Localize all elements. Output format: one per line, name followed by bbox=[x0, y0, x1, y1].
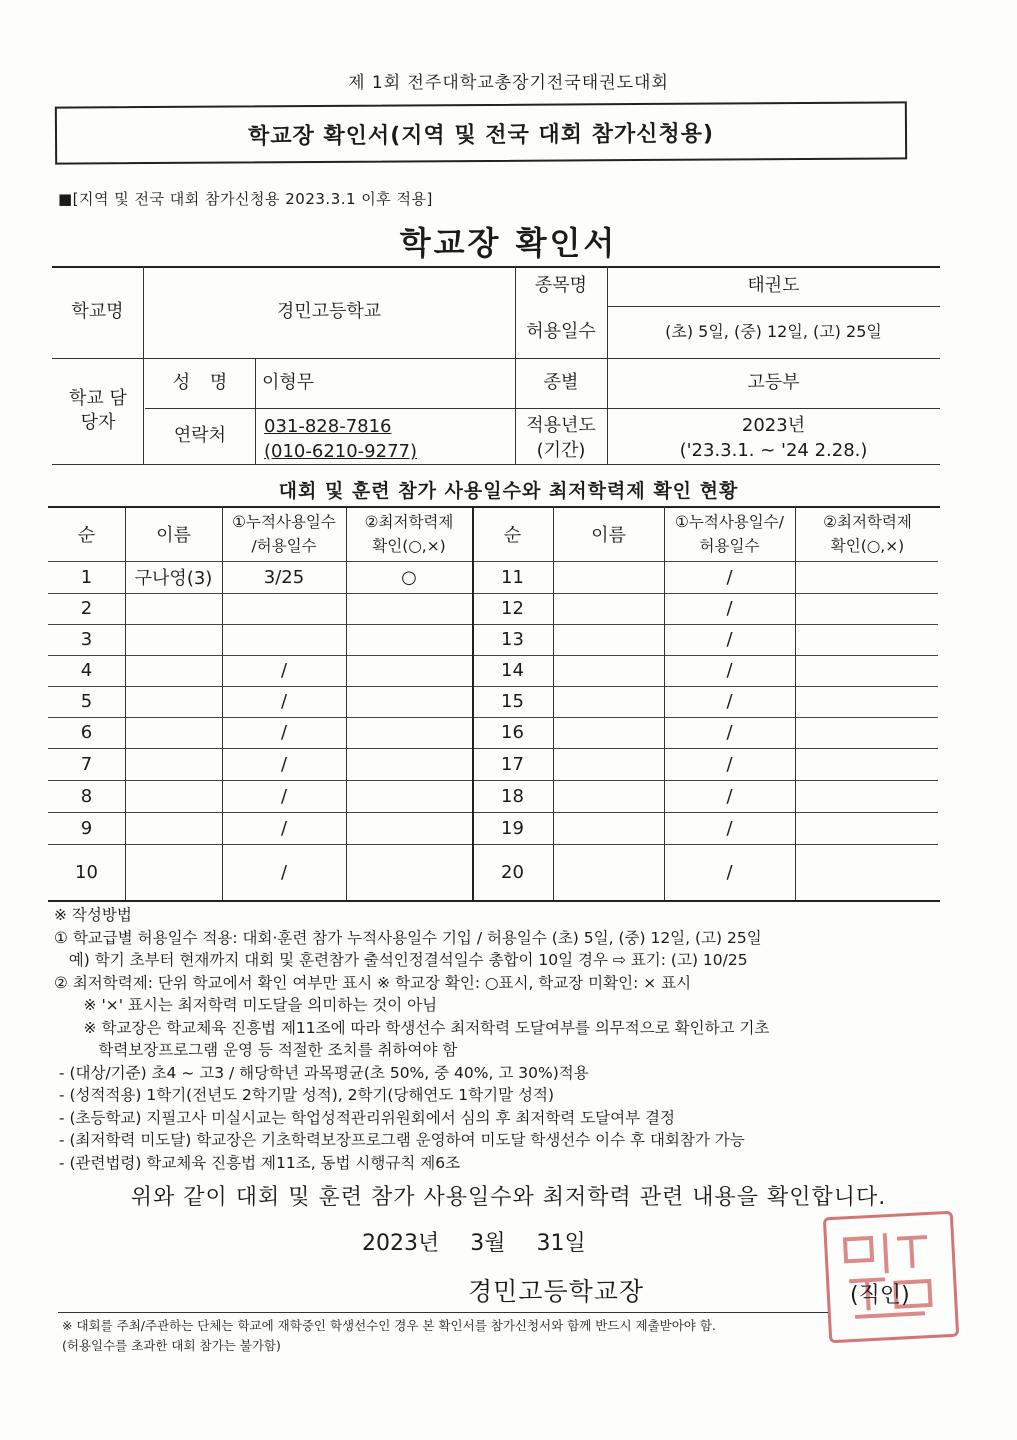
instruction-line: - (관련법령) 학교체육 진흥법 제11조, 동법 시행규칙 제6조 bbox=[54, 1153, 461, 1172]
header-days-left-2: /허용일수 bbox=[251, 537, 317, 555]
row-number: 7 bbox=[80, 753, 93, 775]
usage-days: / bbox=[726, 785, 733, 807]
usage-days bbox=[222, 624, 346, 655]
header-days-left bbox=[222, 510, 346, 558]
event-title: 제 1회 전주대학교총장기전국태권도대회 bbox=[348, 73, 669, 93]
student-name bbox=[125, 812, 222, 844]
min-academic-check: ○ bbox=[401, 566, 417, 588]
row-number: 17 bbox=[501, 753, 524, 775]
school-name-label: 학교명 bbox=[71, 300, 124, 322]
contact-label: 연락처 bbox=[173, 424, 227, 446]
student-name bbox=[125, 624, 222, 655]
row-number: 5 bbox=[80, 691, 93, 712]
student-name bbox=[125, 655, 222, 686]
row-number: 13 bbox=[501, 629, 524, 650]
row-number: 15 bbox=[501, 691, 524, 712]
row-number: 1 bbox=[80, 566, 93, 588]
student-name bbox=[125, 844, 222, 900]
header-days-right bbox=[664, 510, 795, 558]
manager-label: 학교 담당자 bbox=[69, 387, 127, 433]
usage-days: / bbox=[726, 817, 733, 839]
sport-value: 태권도 bbox=[747, 274, 800, 296]
division-label: 종별 bbox=[543, 371, 579, 393]
row-number: 8 bbox=[80, 785, 93, 807]
row-number: 3 bbox=[80, 629, 93, 650]
year-value-main: 2023년 bbox=[741, 415, 806, 436]
contact-numbers bbox=[264, 414, 417, 464]
instruction-line: - (성적적용) 1학기(전년도 2학기말 성적), 2학기(당해연도 1학기말 성적) bbox=[54, 1086, 554, 1104]
year-value bbox=[607, 413, 940, 463]
principal-signature: 경민고등학교장 bbox=[468, 1277, 645, 1306]
header-no-left: 순 bbox=[77, 524, 96, 546]
min-academic-check bbox=[346, 812, 472, 844]
header-no-right: 순 bbox=[503, 524, 522, 546]
row-number: 16 bbox=[501, 722, 524, 743]
row-number: 4 bbox=[80, 660, 93, 681]
usage-days: / bbox=[726, 598, 733, 619]
row-number: 18 bbox=[501, 785, 524, 807]
instruction-line: ※ '×' 표시는 최저학력 미도달을 의미하는 것이 아님 bbox=[54, 996, 438, 1014]
footer-note bbox=[62, 1316, 716, 1356]
usage-days: / bbox=[726, 861, 733, 883]
year-label bbox=[515, 413, 607, 463]
instruction-line: ※ 학교장은 학교체육 진흥법 제11조에 따라 학생선수 최저학력 도달여부를 의무적으로 확인하고 기초 bbox=[54, 1018, 770, 1037]
usage-days: / bbox=[726, 566, 733, 588]
instruction-line: - (초등학교) 지필고사 미실시교는 학업성적관리위원회에서 심의 후 최저학력 도달여부 결정 bbox=[54, 1108, 675, 1127]
instruction-line: 학력보장프로그램 운영 등 적절한 조치를 취하여야 함 bbox=[54, 1041, 458, 1059]
min-academic-check bbox=[346, 717, 472, 748]
usage-days: / bbox=[726, 753, 733, 775]
usage-days bbox=[222, 593, 346, 624]
min-academic-check bbox=[346, 624, 472, 655]
usage-days: / bbox=[726, 722, 733, 743]
row-number: 10 bbox=[75, 861, 98, 883]
year-period: ('23.3.1. ~ '24 2.28.) bbox=[679, 440, 868, 461]
min-academic-check bbox=[346, 655, 472, 686]
usage-days: / bbox=[280, 817, 288, 839]
division-value: 고등부 bbox=[747, 371, 800, 393]
instruction-line: ① 학교급별 허용일수 적용: 대회·훈련 참가 누적사용일수 기입 / 허용일수 (초) 5일, (중) 12일, (고) 25일 bbox=[54, 928, 762, 947]
student-name bbox=[125, 593, 222, 624]
seal-label: (직인) bbox=[850, 1283, 910, 1308]
year-label-1: 적용년도 bbox=[526, 415, 596, 436]
official-seal-icon bbox=[823, 1211, 959, 1344]
instruction-line: - (대상/기준) 초4 ~ 고3 / 해당학년 과목평균(초 50%, 중 40%, 고 30%)적용 bbox=[54, 1063, 589, 1082]
min-academic-check bbox=[346, 780, 472, 812]
usage-days: / bbox=[280, 753, 288, 775]
person-name-label: 성 명 bbox=[172, 371, 228, 393]
contact-phone-mobile: (010-6210-9277) bbox=[264, 441, 418, 462]
usage-days: / bbox=[726, 629, 733, 650]
person-name-value: 이형무 bbox=[262, 371, 315, 393]
header-name-left: 이름 bbox=[156, 524, 191, 546]
header-min-right bbox=[795, 510, 940, 558]
date-year: 2023년 bbox=[362, 1231, 440, 1256]
allowed-days-label: 허용일수 bbox=[526, 320, 596, 342]
row-number: 14 bbox=[501, 660, 524, 681]
contact-phone-office: 031-828-7816 bbox=[264, 416, 392, 437]
student-name bbox=[125, 717, 222, 748]
row-number: 6 bbox=[80, 722, 93, 743]
min-academic-check bbox=[346, 844, 472, 900]
year-label-2: (기간) bbox=[536, 440, 586, 461]
usage-days: / bbox=[280, 785, 288, 807]
header-days-left-1: ①누적사용일수 bbox=[232, 513, 336, 531]
header-min-left bbox=[346, 510, 472, 558]
min-academic-check bbox=[346, 593, 472, 624]
date-day: 31일 bbox=[536, 1231, 586, 1256]
student-name bbox=[125, 686, 222, 717]
header-min-right-2: 확인(○,×) bbox=[830, 537, 905, 555]
header-days-right-2: 허용일수 bbox=[699, 537, 760, 555]
table-title: 대회 및 훈련 참가 사용일수와 최저학력제 확인 현황 bbox=[278, 480, 739, 502]
header-min-left-1: ②최저학력제 bbox=[364, 513, 454, 531]
header-min-left-2: 확인(○,×) bbox=[372, 537, 446, 555]
sport-label: 종목명 bbox=[534, 274, 588, 296]
row-number: 2 bbox=[80, 598, 93, 619]
header-days-right-1: ①누적사용일수/ bbox=[675, 513, 784, 531]
usage-days: / bbox=[280, 660, 288, 681]
confirmation-text: 위와 같이 대회 및 훈련 참가 사용일수와 최저학력 관련 내용을 확인합니다. bbox=[130, 1185, 887, 1210]
writing-instructions bbox=[54, 904, 944, 1174]
student-name: 구나영(3) bbox=[134, 568, 213, 589]
row-number: 12 bbox=[501, 598, 524, 619]
usage-days: 3/25 bbox=[263, 566, 305, 588]
date-month: 3월 bbox=[470, 1231, 506, 1256]
instruction-line: ② 최저학력제: 단위 학교에서 확인 여부만 표시 ※ 학교장 확인: ○표시, 학교장 미확인: × 표시 bbox=[54, 973, 692, 992]
header-min-right-1: ②최저학력제 bbox=[823, 513, 912, 531]
min-academic-check bbox=[346, 686, 472, 717]
row-number: 9 bbox=[80, 817, 93, 839]
row-number: 19 bbox=[501, 817, 524, 839]
notice-line: ■[지역 및 전국 대회 참가신청용 2023.3.1 이후 적용] bbox=[58, 190, 433, 208]
usage-days: / bbox=[726, 660, 733, 681]
instruction-line: ※ 작성방법 bbox=[54, 906, 132, 924]
header-box bbox=[55, 101, 907, 164]
instruction-line: - (최저학력 미도달) 학교장은 기초학력보장프로그램 운영하여 미도달 학생선수 이수 후 대회참가 가능 bbox=[54, 1131, 745, 1149]
student-name bbox=[125, 780, 222, 812]
signature-date bbox=[362, 1226, 586, 1257]
header-name-right: 이름 bbox=[591, 524, 626, 546]
usage-days: / bbox=[726, 691, 733, 712]
usage-days: / bbox=[280, 861, 288, 883]
footer-note-2: (허용일수를 초과한 대회 참가는 불가함) bbox=[62, 1338, 281, 1353]
student-name bbox=[125, 748, 222, 780]
header-box-title: 학교장 확인서(지역 및 전국 대회 참가신청용) bbox=[247, 121, 715, 149]
row-number: 11 bbox=[501, 566, 524, 588]
school-name-value: 경민고등학교 bbox=[276, 300, 382, 322]
instruction-line: 예) 학기 초부터 현재까지 대회 및 훈련참가 출석인정결석일수 총합이 10일 경우 ⇨ 표기: (고) 10/25 bbox=[54, 951, 748, 969]
min-academic-check bbox=[346, 748, 472, 780]
allowed-days-value: (초) 5일, (중) 12일, (고) 25일 bbox=[665, 322, 882, 342]
usage-days: / bbox=[280, 722, 288, 743]
footer-note-1: ※ 대회를 주최/주관하는 단체는 학교에 재학중인 학생선수인 경우 본 확인서를 참가신청서와 함께 반드시 제출받아야 함. bbox=[62, 1318, 716, 1333]
document-title: 학교장 확인서 bbox=[399, 224, 618, 262]
usage-days: / bbox=[280, 691, 288, 712]
row-number: 20 bbox=[501, 861, 524, 883]
